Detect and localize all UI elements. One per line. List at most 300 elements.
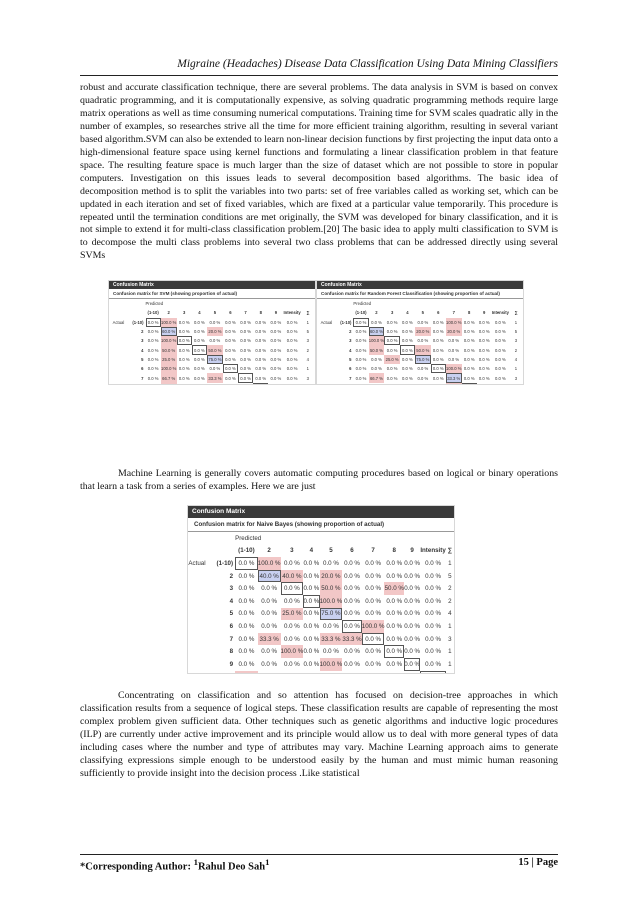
row-label: 3 — [141, 338, 144, 344]
matrix-cell: 0.0 % — [194, 356, 205, 362]
matrix-cell: 75.0 % — [415, 355, 431, 364]
matrix-cell: 0.0 % — [494, 356, 506, 362]
matrix-cell: 0.0 % — [494, 375, 506, 381]
column-header: 9 — [274, 310, 278, 316]
matrix-cell: 0.0 % — [270, 375, 282, 381]
matrix-cell: 40.0 % — [281, 570, 304, 583]
matrix-cell: 0.0 % — [255, 347, 267, 353]
predicted-row — [317, 299, 523, 308]
matrix-cell: 0.0 % — [478, 375, 490, 381]
paragraph-svm: robust and accurate classification technique, there are several problems. The data analysis in SVM is based on convex quadratic programming, and it is computationally expensive, as solving quadratic programming methods require large matrix operations as well as time consuming numerical computations. Training time for SVM scales quadratic ally in the number of examples, so researches strive all the time for more efficient training algorithm, resulting in several variant based algorithm.SVM can also be extended to learn non-linear decision functions by first projecting the input data onto a high-dimensional feature space using kernel functions and formulating a linear classification problem in that feature space. The resulting feature space is much larger than the size of dataset which are not possible to store in popular computers. Investigation on this issues leads to several decomposition based algorithms. The basic idea of decomposition method is to split the variables into two parts: set of free variables called as working set, which can be updated in each iteration and set of fixed variables, which are fixed at a particular value temporarily. This procedure is repeated until the termination conditions are met originally, the SVM was developed for binary classification, and it is not simple to extend it for multi-class classification problem.[20] The basic idea to apply multi classification to SVM is to decompose the multi class problems into several two class problems that can be addressed directly using several SVMs — [80, 82, 558, 262]
footer-divider — [80, 854, 558, 855]
matrix-cell: 0.0 % — [261, 622, 278, 630]
column-header: ∑ — [514, 310, 518, 316]
matrix-cell: 50.0 % — [207, 345, 223, 354]
matrix-cell: 0.0 % — [417, 375, 429, 381]
blank-cell — [109, 364, 126, 373]
blank-cell — [317, 336, 334, 345]
matrix-cell: 0.0 % — [355, 347, 367, 353]
column-header: 8 — [259, 310, 262, 316]
matrix-cell: 0.0 % — [240, 356, 251, 362]
row-label: (1-10) — [132, 319, 144, 325]
matrix-cell: 0.0 % — [235, 557, 258, 570]
table-row — [317, 373, 523, 382]
matrix-cell: 0.0 % — [365, 610, 382, 618]
column-header: 6 — [229, 310, 232, 316]
matrix-cell: 100.0 % — [446, 318, 462, 327]
matrix-cell: 0.0 % — [255, 338, 267, 344]
matrix-cell: 0.0 % — [432, 347, 444, 353]
matrix-titlebar: Confusion Matrix — [188, 506, 454, 518]
matrix-cell: 0.0 % — [402, 338, 413, 344]
row-label: 7 — [141, 375, 144, 381]
matrix-cell: 0.0 % — [194, 375, 205, 381]
matrix-cell: 0.0 % — [225, 329, 236, 335]
column-header: 4 — [309, 547, 314, 555]
matrix-cell: 0.0 % — [478, 329, 490, 335]
column-header: 9 — [410, 547, 414, 555]
matrix-cell: 0.0 % — [404, 559, 421, 567]
table-row — [317, 318, 523, 327]
matrix-cell: 4 — [514, 356, 518, 362]
row-label: 9 — [229, 660, 234, 668]
matrix-cell — [384, 671, 403, 674]
matrix-cell: 0.0 % — [463, 356, 475, 362]
matrix-cell: 0.0 % — [431, 364, 446, 373]
matrix-cell: 0.0 % — [386, 329, 398, 335]
column-header: 2 — [167, 310, 170, 316]
matrix-cell: 0.0 % — [270, 347, 282, 353]
row-label: 5 — [349, 356, 352, 362]
matrix-cell — [253, 383, 268, 385]
matrix-cell: 0.0 % — [494, 347, 506, 353]
matrix-cell: 0.0 % — [240, 366, 251, 372]
matrix-cell: 0.0 % — [286, 329, 298, 335]
matrix-cell: 60.0 % — [161, 327, 177, 336]
matrix-cell: 0.0 % — [365, 648, 382, 656]
matrix-cell: 3 — [448, 635, 452, 643]
matrix-cell — [146, 383, 161, 385]
matrix-cell: 0.0 % — [365, 559, 382, 567]
matrix-cell — [223, 383, 238, 385]
blank-cell — [188, 582, 208, 595]
matrix-cell: 0.0 % — [402, 366, 413, 372]
matrix-cell: 0.0 % — [355, 338, 367, 344]
predicted-label: Predicted — [353, 301, 372, 307]
running-header: Migraine (Headaches) Disease Data Classification Using Data Mining Classifiers — [177, 58, 558, 70]
row-label: 5 — [229, 610, 234, 618]
matrix-cell: 0.0 % — [209, 366, 221, 372]
matrix-table — [317, 299, 523, 385]
matrix-cell: 0.0 % — [384, 336, 399, 345]
column-header: 6 — [437, 310, 440, 316]
matrix-cell: 1 — [448, 660, 452, 668]
matrix-cell: 0.0 % — [371, 366, 382, 372]
matrix-cell: 0.0 % — [404, 597, 421, 605]
row-label: 5 — [141, 356, 144, 362]
blank-cell — [317, 383, 334, 385]
author-sup: 1 — [193, 857, 198, 867]
matrix-cell — [420, 671, 445, 674]
actual-label: Actual — [112, 319, 125, 325]
table-row — [109, 345, 315, 354]
matrix-cell: 1 — [448, 648, 452, 656]
matrix-titlebar: Confusion Matrix — [317, 281, 523, 289]
matrix-cell: 1 — [514, 366, 518, 372]
matrix-cell: 0.0 % — [240, 319, 251, 325]
blank-cell — [109, 345, 126, 354]
matrix-cell: 0.0 % — [240, 338, 251, 344]
matrix-cell: 0.0 % — [404, 572, 421, 580]
matrix-cell: 0.0 % — [344, 610, 360, 618]
blank-cell — [188, 532, 235, 545]
matrix-cell — [207, 383, 223, 385]
matrix-cell: 0.0 % — [286, 338, 298, 344]
matrix-cell: 33.3 % — [342, 633, 361, 646]
matrix-cell: 0.0 % — [283, 597, 300, 605]
predicted-label: Predicted — [145, 301, 164, 307]
matrix-cell — [301, 383, 315, 385]
column-header: Intensity — [283, 310, 301, 316]
matrix-cell — [446, 671, 454, 674]
matrix-cell: 0.0 % — [353, 318, 368, 327]
matrix-subtitle: Confusion matrix for Random Forest Classification (showing proportion of actual) — [317, 289, 523, 299]
matrix-cell — [342, 671, 361, 674]
matrix-cell: 0.0 % — [425, 597, 441, 605]
matrix-cell: 0.0 % — [425, 660, 441, 668]
matrix-cell — [477, 383, 492, 385]
matrix-cell: 0.0 % — [365, 597, 382, 605]
matrix-cell: 0.0 % — [147, 347, 159, 353]
column-header: 3 — [183, 310, 186, 316]
blank-cell — [188, 608, 208, 621]
matrix-cell: 0.0 % — [402, 356, 413, 362]
matrix-cell: 0.0 % — [494, 319, 506, 325]
matrix-cell: 0.0 % — [404, 610, 421, 618]
matrix-cell: 3 — [514, 375, 518, 381]
matrix-cell: 0.0 % — [261, 597, 278, 605]
actual-label: Actual — [188, 559, 206, 567]
matrix-cell: 0.0 % — [225, 375, 236, 381]
table-row — [188, 658, 454, 671]
matrix-cell: 0.0 % — [255, 329, 267, 335]
matrix-cell: 66.7 % — [161, 373, 177, 382]
matrix-cell — [258, 671, 281, 674]
matrix-cell: 0.0 % — [478, 356, 490, 362]
matrix-cell: 4 — [306, 356, 310, 362]
matrix-cell — [462, 383, 477, 385]
column-header: 5 — [213, 310, 217, 316]
table-row — [109, 318, 315, 327]
table-row — [317, 327, 523, 336]
matrix-cell: 0.0 % — [344, 559, 360, 567]
table-row — [109, 336, 315, 345]
matrix-cell — [283, 383, 300, 385]
matrix-cell: 0.0 % — [478, 338, 490, 344]
matrix-cell: 0.0 % — [303, 572, 320, 580]
row-label: (1-10) — [340, 319, 352, 325]
row-label: (1-10) — [216, 559, 234, 567]
matrix-cell: 0.0 % — [404, 648, 421, 656]
matrix-cell: 0.0 % — [417, 338, 429, 344]
table-row — [188, 582, 454, 595]
matrix-cell: 0.0 % — [238, 585, 255, 593]
table-row — [188, 595, 454, 608]
matrix-cell: 2 — [306, 347, 310, 353]
matrix-cell — [320, 671, 343, 674]
confusion-matrix-random-forest — [316, 280, 524, 385]
matrix-cell — [238, 383, 253, 385]
matrix-cell: 25.0 % — [384, 355, 399, 364]
column-header: Intensity — [420, 547, 446, 555]
matrix-cell: 0.0 % — [344, 648, 360, 656]
matrix-cell: 0.0 % — [178, 375, 190, 381]
matrix-cell — [362, 671, 385, 674]
table-row — [109, 383, 315, 385]
column-header: 2 — [375, 310, 378, 316]
blank-cell — [126, 308, 145, 317]
matrix-cell: 50.0 % — [161, 345, 177, 354]
row-label: 3 — [349, 338, 352, 344]
matrix-cell: 0.0 % — [225, 319, 236, 325]
matrix-cell: 0.0 % — [425, 559, 441, 567]
matrix-cell: 0.0 % — [355, 375, 367, 381]
matrix-cell — [415, 383, 431, 385]
matrix-cell: 0.0 % — [432, 338, 444, 344]
matrix-cell: 0.0 % — [286, 356, 298, 362]
blank-cell — [109, 355, 126, 364]
column-header: Intensity — [491, 310, 509, 316]
column-header: 7 — [452, 310, 455, 316]
matrix-cell: 20.0 % — [446, 327, 462, 336]
matrix-cell: 0.0 % — [178, 319, 190, 325]
matrix-cell: 0.0 % — [478, 366, 490, 372]
matrix-cell: 100.0 % — [161, 364, 177, 373]
matrix-cell: 75.0 % — [207, 355, 223, 364]
matrix-cell: 0.0 % — [147, 338, 159, 344]
author-name: Rahul Deo Sah — [197, 861, 266, 873]
page-number: 15 | Page — [518, 857, 558, 868]
matrix-cell: 0.0 % — [303, 622, 320, 630]
matrix-cell: 0.0 % — [386, 597, 403, 605]
blank-cell — [317, 345, 334, 354]
column-header: 7 — [244, 310, 247, 316]
blank-cell — [188, 545, 208, 558]
matrix-cell: 100.0 % — [446, 364, 462, 373]
matrix-cell: 0.0 % — [255, 319, 267, 325]
matrix-cell: 25.0 % — [161, 355, 177, 364]
actual-label: Actual — [320, 319, 333, 325]
matrix-cell: 0.0 % — [386, 622, 403, 630]
table-row — [188, 608, 454, 621]
row-label — [126, 383, 145, 385]
row-label: 4 — [349, 347, 352, 353]
table-row — [317, 364, 523, 373]
matrix-cell: 0.0 % — [240, 347, 251, 353]
matrix-cell: 0.0 % — [344, 660, 360, 668]
matrix-cell — [303, 671, 319, 674]
table-row — [109, 373, 315, 382]
matrix-cell: 0.0 % — [404, 585, 421, 593]
row-label — [334, 383, 353, 385]
matrix-cell: 75.0 % — [320, 608, 343, 621]
matrix-cell: 0.0 % — [270, 329, 282, 335]
row-label: 6 — [349, 366, 352, 372]
blank-cell — [109, 327, 126, 336]
matrix-cell: 0.0 % — [238, 622, 255, 630]
matrix-cell: 0.0 % — [303, 648, 320, 656]
matrix-cell: 60.0 % — [369, 327, 385, 336]
row-label: 3 — [229, 585, 234, 593]
matrix-cell: 0.0 % — [432, 319, 444, 325]
row-label: 6 — [141, 366, 144, 372]
matrix-cell: 20.0 % — [415, 327, 431, 336]
matrix-cell: 0.0 % — [355, 329, 367, 335]
matrix-cell: 1 — [448, 559, 452, 567]
table-row — [317, 345, 523, 354]
matrix-cell: 0.0 % — [425, 572, 441, 580]
column-header: 3 — [390, 310, 394, 316]
matrix-cell: 0.0 % — [463, 338, 475, 344]
matrix-cell: 0.0 % — [494, 338, 506, 344]
matrix-cell: 0.0 % — [425, 610, 441, 618]
matrix-cell — [192, 383, 207, 385]
matrix-cell: 0.0 % — [209, 338, 221, 344]
matrix-cell: 5 — [448, 572, 452, 580]
blank-cell — [208, 545, 235, 558]
matrix-cell: 0.0 % — [283, 660, 300, 668]
matrix-cell: 0.0 % — [303, 595, 319, 608]
matrix-cell — [492, 383, 509, 385]
matrix-cell: 0.0 % — [384, 645, 403, 658]
matrix-cell: 0.0 % — [355, 366, 367, 372]
matrix-cell: 0.0 % — [386, 660, 403, 668]
matrix-cell: 0.0 % — [178, 356, 190, 362]
matrix-cell: 0.0 % — [194, 338, 205, 344]
matrix-cell: 50.0 % — [384, 582, 403, 595]
blank-cell — [317, 327, 334, 336]
column-header: 8 — [392, 547, 396, 555]
blank-cell — [317, 364, 334, 373]
matrix-cell: 0.0 % — [344, 597, 360, 605]
matrix-cell: 0.0 % — [404, 622, 421, 630]
column-header: 3 — [290, 547, 294, 555]
blank-cell — [109, 373, 126, 382]
matrix-cell: 0.0 % — [417, 366, 429, 372]
matrix-cell: 0.0 % — [425, 622, 441, 630]
matrix-cell: 0.0 % — [402, 375, 413, 381]
matrix-cell: 0.0 % — [240, 329, 251, 335]
confusion-matrix-naive-bayes — [187, 505, 455, 674]
matrix-cell: 1 — [306, 319, 310, 325]
matrix-cell: 0.0 % — [355, 356, 367, 362]
table-row — [109, 364, 315, 373]
matrix-cell: 0.0 % — [261, 610, 278, 618]
blank-cell — [188, 620, 208, 633]
matrix-cell: 33.3 % — [446, 373, 462, 382]
column-header: (1-10) — [238, 547, 255, 555]
column-header: (1-10) — [147, 310, 159, 316]
matrix-cell: 0.0 % — [223, 364, 238, 373]
matrix-cell: 0.0 % — [463, 347, 475, 353]
matrix-cell: 0.0 % — [225, 356, 236, 362]
row-label: 2 — [141, 329, 144, 335]
matrix-cell: 0.0 % — [463, 366, 475, 372]
matrix-cell: 0.0 % — [261, 648, 278, 656]
matrix-cell: 0.0 % — [261, 660, 278, 668]
predicted-label: Predicted — [235, 534, 262, 542]
row-label — [208, 671, 235, 674]
predicted-row — [188, 532, 454, 545]
matrix-cell: 0.0 % — [386, 610, 403, 618]
matrix-body — [188, 532, 454, 674]
blank-cell — [317, 373, 334, 382]
matrix-cell — [384, 383, 399, 385]
matrix-cell: 0.0 % — [238, 373, 253, 382]
matrix-cell: 1 — [514, 319, 518, 325]
matrix-cell: 0.0 % — [303, 585, 320, 593]
row-label: 4 — [229, 597, 234, 605]
matrix-cell: 0.0 % — [286, 375, 298, 381]
matrix-cell: 33.3 % — [207, 373, 223, 382]
matrix-cell: 100.0 % — [369, 336, 385, 345]
table-row — [188, 633, 454, 646]
table-row — [188, 620, 454, 633]
column-header-row — [109, 308, 315, 317]
column-header: ∑ — [447, 547, 453, 555]
column-header: 4 — [406, 310, 409, 316]
matrix-cell: 2 — [514, 347, 518, 353]
predicted-row — [109, 299, 315, 308]
matrix-cell: 100.0 % — [161, 336, 177, 345]
column-header: 9 — [483, 310, 486, 316]
matrix-cell: 100.0 % — [258, 557, 281, 570]
blank-cell — [188, 633, 208, 646]
matrix-cell: 0.0 % — [386, 572, 403, 580]
table-row — [317, 336, 523, 345]
matrix-cell: 0.0 % — [238, 597, 255, 605]
matrix-cell: 0.0 % — [425, 648, 441, 656]
row-label: 6 — [229, 622, 234, 630]
blank-cell — [188, 671, 208, 674]
matrix-cell: 0.0 % — [344, 585, 360, 593]
matrix-cell: 0.0 % — [371, 319, 382, 325]
matrix-cell: 100.0 % — [362, 620, 385, 633]
matrix-cell — [177, 383, 192, 385]
blank-cell — [317, 355, 334, 364]
matrix-cell: 0.0 % — [238, 648, 255, 656]
matrix-cell: 0.0 % — [386, 319, 398, 325]
matrix-cell: 0.0 % — [323, 648, 339, 656]
matrix-cell: 0.0 % — [238, 572, 255, 580]
matrix-cell: 5 — [306, 329, 310, 335]
matrix-cell: 0.0 % — [255, 375, 267, 381]
matrix-cell: 0.0 % — [270, 319, 282, 325]
matrix-cell: 0.0 % — [303, 635, 320, 643]
corresponding-author — [80, 857, 269, 873]
matrix-cell: 20.0 % — [207, 327, 223, 336]
matrix-cell: 40.0 % — [258, 570, 281, 583]
row-label: 7 — [229, 635, 234, 643]
matrix-cell: 0.0 % — [463, 375, 475, 381]
matrix-cell: 1 — [448, 622, 452, 630]
table-row — [109, 327, 315, 336]
matrix-cell: 66.7 % — [369, 373, 385, 382]
matrix-cell: 0.0 % — [365, 572, 382, 580]
table-row — [188, 570, 454, 583]
matrix-cell: 0.0 % — [255, 356, 267, 362]
matrix-cell: 0.0 % — [147, 329, 159, 335]
